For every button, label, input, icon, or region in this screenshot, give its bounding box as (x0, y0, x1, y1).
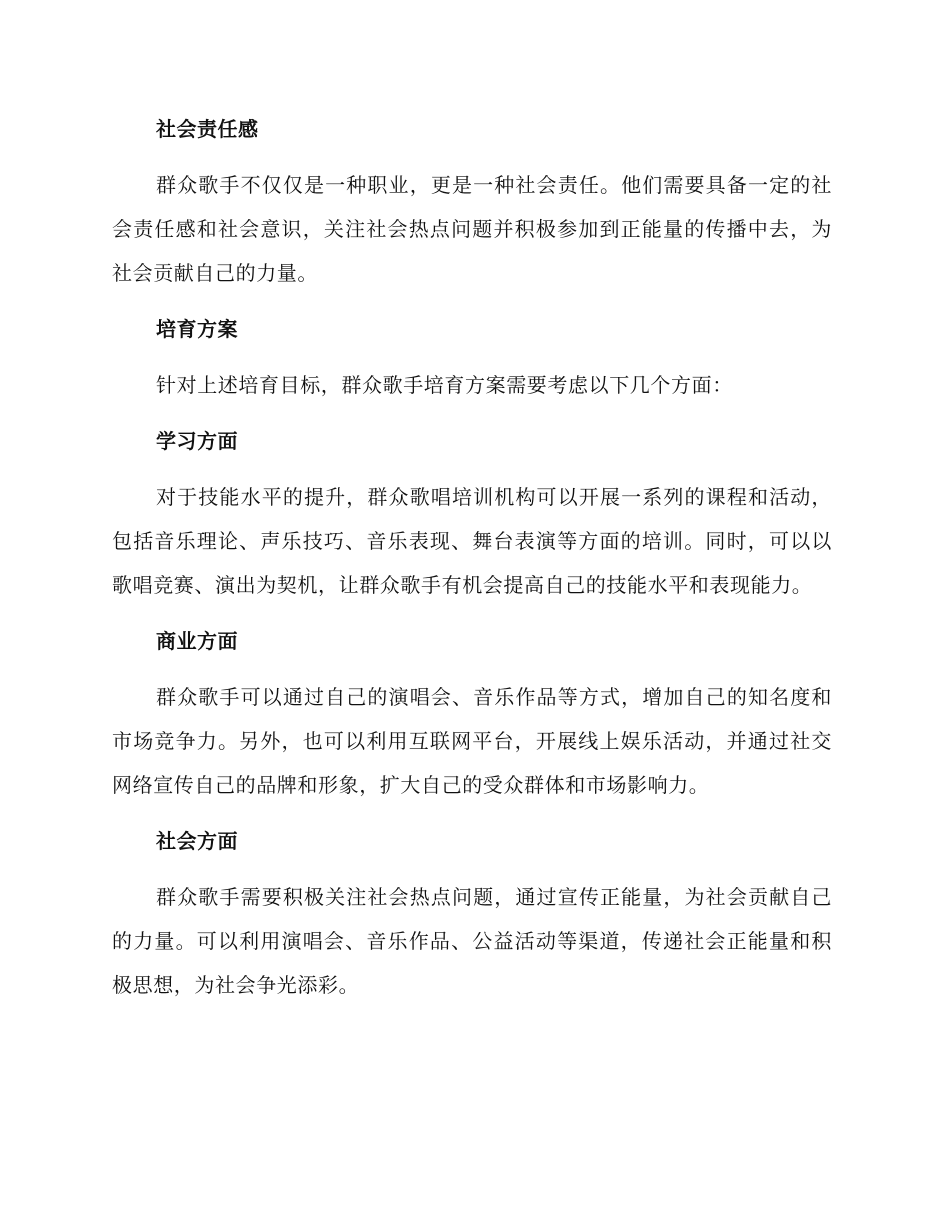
section-cultivation-plan (112, 307, 832, 407)
section-paragraph: 群众歌手不仅仅是一种职业，更是一种社会责任。他们需要具备一定的社会责任感和社会意识，关注社会热点问题并积极参加到正能量的传播中去，为社会贡献自己的力量。 (112, 173, 832, 285)
section-paragraph: 对于技能水平的提升，群众歌唱培训机构可以开展一系列的课程和活动，包括音乐理论、声乐技巧、音乐表现、舞台表演等方面的培训。同时，可以以歌唱竞赛、演出为契机，让群众歌手有机会提高自己的技能水平和表现能力。 (112, 485, 832, 597)
section-learning (112, 419, 832, 607)
section-paragraph: 群众歌手可以通过自己的演唱会、音乐作品等方式，增加自己的知名度和市场竞争力。另外，也可以利用互联网平台，开展线上娱乐活动，并通过社交网络宣传自己的品牌和形象，扩大自己的受众群体和市场影响力。 (112, 685, 832, 797)
document-page (112, 107, 832, 1019)
section-heading: 社会方面 (156, 829, 238, 853)
section-heading: 学习方面 (156, 429, 238, 453)
section-social-responsibility (112, 107, 832, 295)
section-paragraph: 针对上述培育目标，群众歌手培育方案需要考虑以下几个方面： (156, 373, 733, 397)
section-society (112, 819, 832, 1007)
section-heading: 社会责任感 (156, 117, 259, 141)
section-heading: 培育方案 (156, 317, 238, 341)
section-heading: 商业方面 (156, 629, 238, 653)
section-business (112, 619, 832, 807)
section-paragraph: 群众歌手需要积极关注社会热点问题，通过宣传正能量，为社会贡献自己的力量。可以利用演唱会、音乐作品、公益活动等渠道，传递社会正能量和积极思想，为社会争光添彩。 (112, 885, 832, 997)
